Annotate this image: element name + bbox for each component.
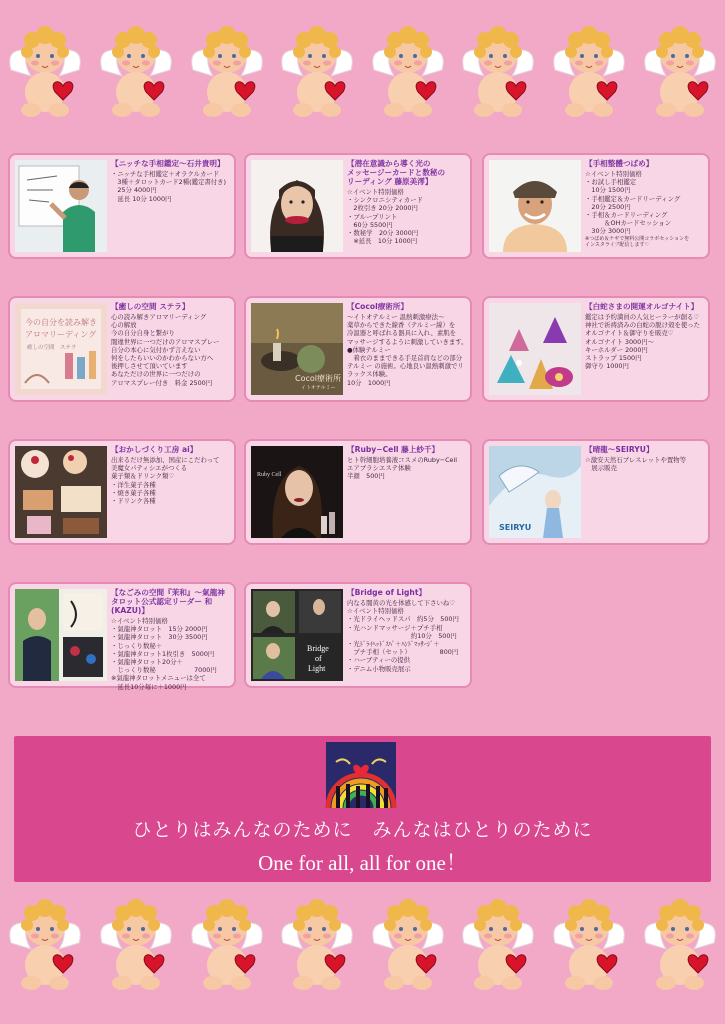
vendor-detail-line: ※延長 10分 1000円 bbox=[347, 237, 418, 246]
vendor-title: 【Bridge of Light】 bbox=[347, 588, 427, 597]
vendor-detail-line: 10分 1000円 bbox=[347, 378, 391, 387]
vendor-detail-line: 30分 3000円 bbox=[585, 227, 631, 236]
cherub-heart-icon bbox=[5, 897, 85, 993]
vendor-detail-line: ・シンクロニシティカード bbox=[347, 196, 423, 205]
vendor-detail-line: 3種＋タロットカード2種(鑑定書付き) bbox=[111, 178, 227, 187]
vendor-photo bbox=[489, 303, 581, 395]
seiryu-photo-text: SEIRYU bbox=[499, 523, 532, 532]
vendor-detail-line: ・お試し手相鑑定 bbox=[585, 178, 637, 187]
vendor-detail-line: オルゴナイト 3000円～ bbox=[585, 337, 654, 346]
cherub-heart-icon bbox=[96, 24, 176, 120]
vendor-card-cocol bbox=[244, 296, 472, 402]
cocol-photo-text: Cocol療術所 bbox=[295, 374, 341, 383]
vendor-detail-line: 半顔 500円 bbox=[347, 472, 385, 481]
vendor-detail-line: ・手相鑑定＆カードリーディング bbox=[585, 194, 681, 203]
vendor-photo bbox=[15, 160, 107, 252]
vendor-detail-line: ☆イベント特別価格 bbox=[111, 617, 168, 625]
vendor-detail-line: 着衣のままできる手足首肩などの部分 bbox=[347, 354, 463, 363]
vendor-title: 【手相整體つばめ】 bbox=[585, 159, 654, 168]
vendor-detail-line: エアブラシエステ体験 bbox=[347, 464, 411, 473]
vendor-detail-line: マッサージするように刺激していきます。 bbox=[347, 337, 468, 346]
vendor-detail-line: ・光ドライヘッドスパ 約5分 500円 bbox=[347, 615, 459, 624]
vendor-detail-line: 60分 5500円 bbox=[347, 220, 393, 229]
bottom-cherub-border bbox=[0, 895, 725, 995]
vendor-photo bbox=[15, 446, 107, 538]
vendor-detail-line: ・氣龍神タロット20分＋ bbox=[111, 658, 183, 667]
cherub-heart-icon bbox=[640, 897, 720, 993]
vendor-detail-line: ・ニッチな手相鑑定＋オラクルカード bbox=[111, 170, 220, 178]
vendor-detail-line: ・光ハンドマッサージ＋プチ手相 bbox=[347, 623, 443, 632]
vendor-detail-line: ・氣龍神タロット 30分 3500円 bbox=[111, 633, 208, 642]
vendor-title: 【晴龍～SEIRYU】 bbox=[585, 445, 654, 454]
vendor-detail-line: 出来るだけ無添加、国産にこだわって bbox=[111, 456, 220, 464]
vendor-detail-line: 展示販売 bbox=[585, 464, 617, 473]
vendor-detail-line: 鑑定は予約満員の人気ヒーラーが創る♡ bbox=[585, 313, 700, 321]
vendor-detail-line: 神社で祈祷済みの白蛇の脱け殻を使った bbox=[585, 321, 701, 330]
vendor-photo bbox=[251, 160, 343, 252]
vendor-detail-line: 今の自分自身と繋がり bbox=[111, 329, 175, 338]
bridge-photo-text: Bridge bbox=[307, 644, 329, 653]
vendor-photo bbox=[251, 303, 343, 395]
cherub-heart-icon bbox=[549, 897, 629, 993]
vendor-detail-line: ・数秘学 20分 3000円 bbox=[347, 229, 419, 238]
cherub-heart-icon bbox=[368, 897, 448, 993]
vendor-detail-line: 心の解放 bbox=[111, 321, 137, 330]
vendor-card-seiryu bbox=[482, 439, 710, 545]
vendor-title: 【白蛇さまの開運オルゴナイト】 bbox=[585, 302, 699, 311]
vendor-detail-line: ☆イベント特別価格 bbox=[585, 170, 642, 178]
vendor-detail-line: ・手相＆カードリーディング bbox=[585, 211, 668, 220]
vendor-detail-line: 美魔女パティシエがつくる bbox=[111, 464, 188, 473]
vendor-detail-line: ・焼き菓子各種 bbox=[111, 488, 156, 497]
vendor-detail-line: アロマスプレー付き 料金 2500円 bbox=[111, 378, 213, 387]
vendor-detail-line: あなただけの世界に一つだけの bbox=[111, 370, 201, 379]
vendor-detail-line: ストラップ 1500円 bbox=[585, 354, 642, 363]
vendor-detail-line: 20分 2500円 bbox=[585, 202, 631, 211]
vendor-card-stella bbox=[8, 296, 236, 402]
vendor-title: 【ニッチな手相鑑定～石井貴明】 bbox=[111, 159, 225, 168]
vendor-photo bbox=[251, 446, 343, 538]
vendor-card-orgonite bbox=[482, 296, 710, 402]
vendor-detail-line: ☆イベント特別価格 bbox=[347, 188, 404, 196]
vendor-detail-line: ・ブループリント bbox=[347, 212, 398, 221]
vendor-detail-line: 薬草からできた線香（テルミー線）を bbox=[347, 321, 456, 330]
vendor-detail-line: ・ハーブティーの提供 bbox=[347, 656, 411, 665]
vendor-detail-line: ・じっくり数秘＋ bbox=[111, 641, 163, 650]
vendor-title: 【Cocol療術所】 bbox=[347, 302, 409, 311]
top-cherub-border bbox=[0, 22, 725, 122]
slogan-english: One for all, all for one！ bbox=[258, 851, 467, 875]
vendor-detail-line: 冷温器と呼ばれる器具に入れ、素肌を bbox=[347, 329, 457, 338]
vendor-detail-line: テルミー の施術。心地良い温熱刺激でリ bbox=[347, 362, 464, 371]
rubycell-photo-text: Ruby Cell bbox=[257, 472, 282, 478]
vendor-detail-line: 菓子類＆ドリンク類♡ bbox=[111, 472, 175, 481]
stella-photo-text: 今の自分を読み解き bbox=[25, 318, 97, 327]
cherub-heart-icon bbox=[640, 24, 720, 120]
vendor-photo bbox=[251, 589, 343, 681]
vendor-detail-line: ヒト幹細胞培養液コスメのRuby−Cell bbox=[347, 456, 458, 464]
vendor-photo bbox=[15, 303, 107, 395]
vendor-detail-line: 後押しさせて頂いています bbox=[111, 362, 188, 371]
cherub-heart-icon bbox=[549, 24, 629, 120]
vendor-detail-line: 内なる闇黄の光を体感して下さいね♡ bbox=[347, 599, 455, 607]
vendor-detail-line: 闇違世界に一つだけのアロマスプレー bbox=[111, 337, 220, 346]
vendor-detail-line: ・光ﾄﾞﾗｲﾍｯﾄﾞｽﾊﾟ＋ﾊﾝﾄﾞﾏｯｻｰｼﾞ＋ bbox=[347, 640, 440, 649]
cherub-heart-icon bbox=[96, 897, 176, 993]
vendor-detail-line: ☆激安天然石ブレスレットや置物等 bbox=[585, 456, 687, 464]
slogan-japanese: ひとりはみんなのために みんなはひとりのために bbox=[132, 819, 593, 841]
vendor-detail-line: インスタライブ配信します♡ bbox=[585, 241, 650, 248]
vendor-detail-line: ●体験テルミー bbox=[347, 345, 391, 354]
vendor-detail-line: ※つばめ＆ナギで無料公開コラボセッションを bbox=[585, 235, 690, 242]
vendor-detail-line: 10分 1500円 bbox=[585, 186, 631, 195]
vendor-card-palm-reading-ishii bbox=[8, 153, 236, 259]
vendor-detail-line: ・氣龍神タロット1枚引き 5000円 bbox=[111, 649, 215, 658]
vendor-card-sweets-ai bbox=[8, 439, 236, 545]
cherub-heart-icon bbox=[277, 24, 357, 120]
rainbow-hands-icon bbox=[326, 742, 396, 808]
vendor-detail-line: じっくり数秘 7000円 bbox=[111, 666, 217, 675]
vendor-detail-line: 2枚引き 20分 2000円 bbox=[347, 204, 418, 213]
cherub-heart-icon bbox=[187, 24, 267, 120]
vendor-detail-line: 25分 4000円 bbox=[111, 186, 157, 195]
vendor-title: 【潜在意識から導く光の メッセージーカードと数秘の リーディング 藤原美澪】 bbox=[347, 159, 446, 186]
vendor-card-ruby-cell bbox=[244, 439, 472, 545]
vendor-detail-line: 延長 10分 1000円 bbox=[111, 194, 172, 203]
vendor-title: 【癒しの空間 ステラ】 bbox=[111, 302, 190, 311]
vendor-detail-line: ☆イベント特別価格 bbox=[347, 607, 404, 616]
vendor-photo bbox=[15, 589, 107, 681]
vendor-card-tsubame bbox=[482, 153, 710, 259]
vendor-photo bbox=[489, 160, 581, 252]
vendor-detail-line: プチ手相（セット） 800円 bbox=[347, 648, 459, 657]
vendor-detail-line: ・デニム小物販売展示 bbox=[347, 664, 411, 673]
vendor-detail-line: 御守り 1000円 bbox=[585, 362, 629, 371]
vendor-detail-line: ※氣龍神タロットメニューは全て bbox=[111, 674, 206, 683]
vendor-detail-line: 延長10分毎に＋1000円 bbox=[111, 682, 187, 691]
cocol-photo-text: イトオテルミー bbox=[301, 385, 336, 391]
vendor-detail-line: 約10分 500円 bbox=[347, 631, 457, 640]
vendor-detail-line: ・洋生菓子各種 bbox=[111, 480, 156, 489]
stella-photo-text: 癒しの空間 ステラ bbox=[27, 345, 77, 351]
cherub-heart-icon bbox=[458, 24, 538, 120]
vendor-card-bridge-of-light bbox=[244, 582, 472, 688]
cherub-heart-icon bbox=[368, 24, 448, 120]
vendor-detail-line: 心の読み解きアロマリーディング bbox=[111, 313, 207, 321]
vendor-detail-line: 自分の本心に気付かず言えない bbox=[111, 345, 201, 354]
cherub-heart-icon bbox=[5, 24, 85, 120]
vendor-card-kazu-tarot bbox=[8, 582, 236, 691]
cherub-heart-icon bbox=[458, 897, 538, 993]
vendor-detail-line: オルゴナイト＆御守りを販売♡ bbox=[585, 329, 674, 338]
stella-photo-text: アロマリーディング bbox=[25, 330, 97, 339]
vendor-photo bbox=[489, 446, 581, 538]
vendor-detail-line: ・氣龍神タロット 15分 2000円 bbox=[111, 625, 208, 634]
bridge-photo-text: of bbox=[315, 654, 322, 663]
cherub-heart-icon bbox=[187, 897, 267, 993]
vendor-title: 【Ruby−Cell 藤上紗千】 bbox=[347, 445, 440, 454]
vendor-detail-line: ・ドリンク各種 bbox=[111, 497, 156, 506]
vendor-title: 【なごみの空間『茉和』～氣龍神 タロット公式認定リーダー 和(KAZU)】 bbox=[111, 588, 225, 615]
vendor-detail-line: ～イトオテルミー 温熱刺激療法～ bbox=[347, 313, 445, 321]
vendor-detail-line: キーホルダー 2000円 bbox=[585, 345, 648, 354]
vendor-title: 【おかしづくり工房 ai】 bbox=[111, 445, 198, 454]
cherub-heart-icon bbox=[277, 897, 357, 993]
bridge-photo-text: Light bbox=[308, 664, 326, 673]
vendor-detail-line: ＆OHカードセッション bbox=[585, 219, 672, 228]
vendor-detail-line: 何をしたらいいのかわからない方へ bbox=[111, 354, 214, 363]
vendor-card-message-cards-fujiwara bbox=[244, 153, 472, 259]
vendor-detail-line: ラックス体験。 bbox=[347, 370, 392, 379]
